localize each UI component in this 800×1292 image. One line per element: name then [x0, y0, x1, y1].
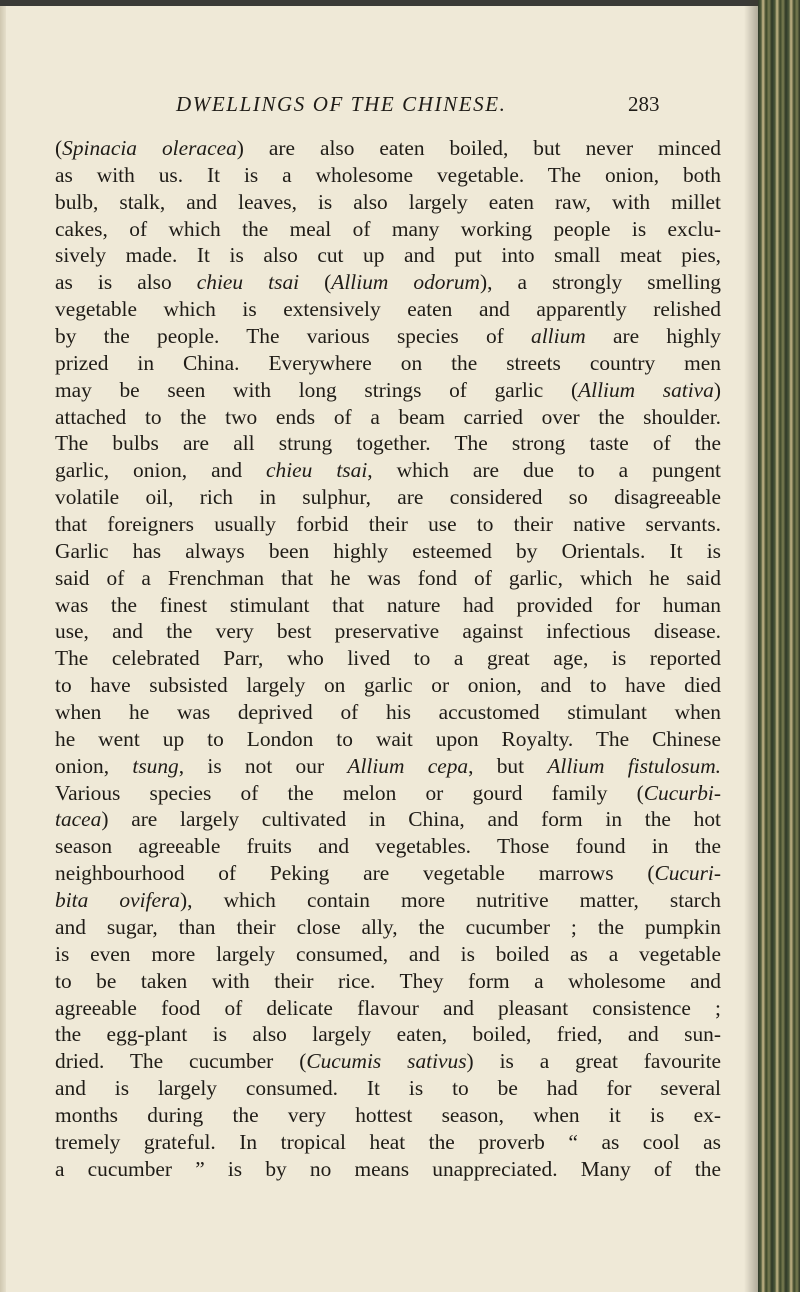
text-segment: garlic, onion, and	[55, 458, 267, 483]
text-line	[55, 484, 721, 511]
italic-text: chieu tsai	[196, 270, 300, 295]
italic-text: tsung	[132, 753, 179, 778]
page-left-edge	[0, 6, 6, 1292]
text-segment: ), a strongly smelling	[479, 270, 721, 295]
text-line	[55, 538, 721, 565]
text-segment: when he was deprived of his accustomed stimulant when	[55, 700, 721, 725]
text-line	[55, 565, 721, 592]
text-line	[55, 1129, 721, 1156]
text-segment: The celebrated Parr, who lived to a great age, is reported	[55, 646, 721, 671]
text-segment: volatile oil, rich in sulphur, are considered so disagreeable	[55, 485, 721, 510]
text-line	[55, 645, 721, 672]
text-segment: onion,	[55, 753, 133, 778]
body-text	[55, 135, 721, 1183]
italic-text: chieu tsai	[266, 458, 368, 483]
italic-text: tacea	[55, 807, 102, 832]
text-segment: Various species of the melon or gourd family (	[55, 780, 644, 805]
text-segment: the egg-plant is also largely eaten, boiled, fried, and sun-	[55, 1022, 721, 1047]
text-segment: may be seen with long strings of garlic (	[55, 377, 579, 402]
text-segment: he went up to London to wait upon Royalty. The Chinese	[55, 726, 721, 751]
running-head: DWELLINGS OF THE CHINESE.	[176, 92, 507, 116]
text-line	[55, 995, 721, 1022]
text-line	[55, 1021, 721, 1048]
text-segment: use, and the very best preservative against infectious disease.	[55, 619, 721, 644]
text-line	[55, 269, 721, 296]
text-line	[55, 753, 721, 780]
text-line	[55, 162, 721, 189]
text-segment: attached to the two ends of a beam carried over the shoulder.	[55, 404, 721, 429]
book-binding-edge	[758, 0, 800, 1292]
text-line	[55, 941, 721, 968]
italic-text: Allium odorum	[331, 270, 480, 295]
italic-text: Cucurbi-	[643, 780, 721, 805]
text-segment: are highly	[585, 324, 721, 349]
italic-text: bita ovifera	[55, 888, 180, 913]
text-segment: ) are also eaten boiled, but never minced	[236, 136, 721, 160]
text-segment: as with us. It is a wholesome vegetable. The onion, both	[55, 162, 721, 187]
text-segment: said of a Frenchman that he was fond of garlic, which he said	[55, 565, 721, 590]
text-line	[55, 216, 721, 243]
text-segment: and is largely consumed. It is to be had for several	[55, 1076, 721, 1101]
text-segment: ) is a great favourite	[466, 1049, 721, 1074]
text-segment: vegetable which is extensively eaten and apparently relished	[55, 297, 721, 322]
italic-text: Allium fistulosum.	[547, 753, 721, 778]
text-segment: dried. The cucumber (	[55, 1049, 307, 1074]
text-line	[55, 592, 721, 619]
text-line	[55, 914, 721, 941]
page-top-edge	[0, 0, 800, 6]
text-line	[55, 1156, 721, 1183]
italic-text: Cucuri-	[654, 861, 721, 886]
text-line	[55, 699, 721, 726]
text-segment: cakes, of which the meal of many working people is exclu-	[55, 216, 721, 241]
text-segment: Garlic has always been highly esteemed by Orientals. It is	[55, 538, 721, 563]
text-line	[55, 135, 721, 162]
text-line	[55, 323, 721, 350]
text-segment: bulb, stalk, and leaves, is also largely eaten raw, with millet	[55, 189, 721, 214]
text-line	[55, 1048, 721, 1075]
text-segment: tremely grateful. In tropical heat the proverb “ as cool as	[55, 1129, 721, 1154]
text-line	[55, 1075, 721, 1102]
italic-text: Cucumis sativus	[306, 1049, 467, 1074]
text-line	[55, 806, 721, 833]
page-header	[0, 92, 720, 122]
text-segment: , is not our	[178, 753, 348, 778]
text-segment: (	[299, 270, 332, 295]
text-line	[55, 404, 721, 431]
text-segment: to have subsisted largely on garlic or onion, and to have died	[55, 673, 721, 698]
text-segment: to be taken with their rice. They form a wholesome and	[55, 968, 721, 993]
text-segment: by the people. The various species of	[55, 324, 532, 349]
text-line	[55, 296, 721, 323]
text-line	[55, 511, 721, 538]
text-segment: agreeable food of delicate flavour and pleasant consistence ;	[55, 995, 721, 1020]
text-line	[55, 618, 721, 645]
text-line	[55, 377, 721, 404]
text-segment: season agreeable fruits and vegetables. Those found in the	[55, 834, 721, 859]
text-line	[55, 242, 721, 269]
text-line	[55, 780, 721, 807]
text-segment: The bulbs are all strung together. The strong taste of the	[55, 431, 721, 456]
gutter-shadow	[744, 0, 758, 1292]
text-segment: was the finest stimulant that nature had provided for human	[55, 592, 721, 617]
text-segment: prized in China. Everywhere on the streets country men	[55, 350, 721, 375]
text-line	[55, 887, 721, 914]
text-line	[55, 860, 721, 887]
text-segment: ), which contain more nutritive matter, starch	[179, 888, 721, 913]
text-segment: as is also	[55, 270, 197, 295]
text-segment: neighbourhood of Peking are vegetable marrows (	[55, 861, 655, 886]
text-segment: a cucumber ” is by no means unappreciated. Many of the	[55, 1156, 721, 1181]
text-segment: ) are largely cultivated in China, and form in the hot	[101, 807, 721, 832]
text-segment: sively made. It is also cut up and put into small meat pies,	[55, 243, 721, 268]
text-line	[55, 189, 721, 216]
text-line	[55, 833, 721, 860]
text-line	[55, 1102, 721, 1129]
text-segment: that foreigners usually forbid their use to their native servants.	[55, 512, 721, 537]
italic-text: Spinacia oleracea	[62, 136, 237, 160]
italic-text: Allium sativa	[578, 377, 714, 402]
text-segment: , but	[468, 753, 548, 778]
text-line	[55, 968, 721, 995]
page-number: 283	[628, 92, 660, 116]
text-segment: and sugar, than their close ally, the cucumber ; the pumpkin	[55, 914, 721, 939]
text-segment: , which are due to a pungent	[367, 458, 721, 483]
text-line	[55, 457, 721, 484]
text-line	[55, 726, 721, 753]
text-segment: is even more largely consumed, and is boiled as a vegetable	[55, 941, 721, 966]
italic-text: allium	[531, 324, 586, 349]
text-line	[55, 672, 721, 699]
text-segment: )	[713, 377, 721, 402]
text-segment: (	[55, 136, 63, 160]
italic-text: Allium cepa	[347, 753, 469, 778]
text-line	[55, 430, 721, 457]
text-line	[55, 350, 721, 377]
text-segment: months during the very hottest season, when it is ex-	[55, 1102, 721, 1127]
